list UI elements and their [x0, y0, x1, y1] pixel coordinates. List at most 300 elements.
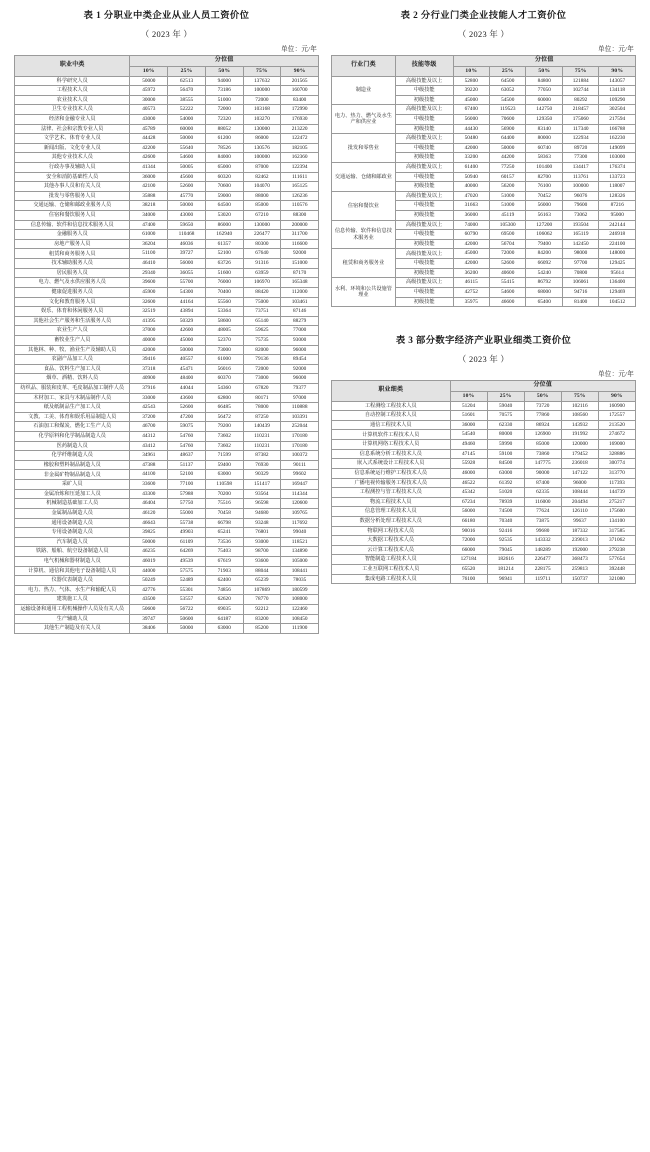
cell-value: 59100: [487, 449, 524, 459]
cell-value: 100000: [243, 86, 281, 96]
cell-value: 61392: [487, 478, 524, 488]
row-label: 计算机软件工程技术人员: [332, 430, 451, 440]
table-row: [332, 526, 636, 536]
cell-value: 165119: [562, 230, 598, 240]
cell-value: 100372: [281, 451, 319, 461]
table-row: [15, 259, 319, 269]
cell-value: 99602: [281, 470, 319, 480]
skill-level-label: 高级技能及以上: [395, 191, 453, 201]
cell-value: 148289: [524, 545, 561, 555]
table-row: [15, 335, 319, 345]
row-label: 法律、社会和宗教专业人员: [15, 124, 130, 134]
cell-value: 84000: [205, 153, 243, 163]
cell-value: 45000: [453, 95, 489, 105]
cell-value: 182616: [487, 555, 524, 565]
row-label: 食品、饮料生产加工人员: [15, 364, 130, 374]
cell-value: 56000: [450, 507, 487, 517]
cell-value: 36200: [453, 268, 489, 278]
cell-value: 88052: [205, 124, 243, 134]
skill-level-label: 中级技能: [395, 201, 453, 211]
cell-value: 64269: [168, 547, 206, 557]
cell-value: 108000: [281, 595, 319, 605]
table-row: [15, 364, 319, 374]
cell-value: 317585: [598, 526, 635, 536]
row-label: 工程测控与管工程技术人员: [332, 488, 451, 498]
cell-value: 311700: [281, 230, 319, 240]
cell-value: 52489: [168, 576, 206, 586]
cell-value: 165125: [281, 182, 319, 192]
cell-value: 328886: [598, 449, 635, 459]
cell-value: 49539: [168, 556, 206, 566]
row-label: 金属制品制造人员: [15, 508, 130, 518]
cell-value: 88044: [243, 566, 281, 576]
cell-value: 87170: [281, 268, 319, 278]
table-row: [332, 220, 636, 230]
row-label: 金属冶炼和压延加工人员: [15, 489, 130, 499]
row-label: 数据分析处理工程技术人员: [332, 516, 451, 526]
table-row: [15, 287, 319, 297]
cell-value: 48637: [168, 451, 206, 461]
cell-value: 99040: [281, 528, 319, 538]
cell-value: 63000: [205, 470, 243, 480]
table3-year: （ 2023 年 ）: [457, 355, 510, 365]
row-label: 文教、工美、体育和娱乐用品制造人员: [15, 412, 130, 422]
cell-value: 279238: [598, 545, 635, 555]
table2-col-p10: 10%: [453, 66, 489, 76]
cell-value: 77100: [168, 480, 206, 490]
cell-value: 40600: [490, 268, 526, 278]
cell-value: 162940: [205, 230, 243, 240]
cell-value: 54300: [168, 287, 206, 297]
cell-value: 71599: [205, 451, 243, 461]
cell-value: 47020: [453, 191, 489, 201]
industry-label: 批发和零售业: [332, 134, 396, 163]
cell-value: 121884: [562, 76, 598, 86]
cell-value: 60740: [526, 143, 562, 153]
cell-value: 88420: [243, 287, 281, 297]
cell-value: 36055: [168, 268, 206, 278]
table-row: [15, 614, 319, 624]
cell-value: 85200: [243, 624, 281, 634]
cell-value: 69500: [490, 230, 526, 240]
cell-value: 50329: [168, 316, 206, 326]
cell-value: 63052: [490, 86, 526, 96]
cell-value: 73536: [205, 537, 243, 547]
cell-value: 42543: [130, 403, 168, 413]
table-row: [332, 574, 636, 584]
cell-value: 73875: [524, 516, 561, 526]
cell-value: 46019: [130, 556, 168, 566]
cell-value: 34000: [130, 211, 168, 221]
row-label: 专用设备制造人员: [15, 528, 130, 538]
cell-value: 54000: [168, 114, 206, 124]
row-label: 智能制造工程技术人员: [332, 555, 451, 565]
cell-value: 73186: [205, 86, 243, 96]
cell-value: 33600: [130, 480, 168, 490]
row-label: 文化和教育服务人员: [15, 297, 130, 307]
cell-value: 111900: [281, 624, 319, 634]
cell-value: 90111: [281, 460, 319, 470]
cell-value: 122460: [281, 605, 319, 615]
row-label: 信息传输、软件和信息技术服务人员: [15, 220, 130, 230]
table-row: [15, 605, 319, 615]
cell-value: 275217: [598, 497, 635, 507]
cell-value: 180599: [281, 585, 319, 595]
cell-value: 38555: [168, 95, 206, 105]
cell-value: 117340: [562, 124, 598, 134]
cell-value: 60000: [168, 124, 206, 134]
table-row: [332, 411, 636, 421]
cell-value: 302504: [599, 105, 636, 115]
cell-value: 104512: [599, 297, 636, 307]
cell-value: 37916: [130, 384, 168, 394]
cell-value: 56000: [526, 201, 562, 211]
cell-value: 52600: [168, 182, 206, 192]
cell-value: 53020: [205, 211, 243, 221]
cell-value: 175600: [598, 507, 635, 517]
cell-value: 69035: [205, 605, 243, 615]
row-label: 烟草、酒精、饮料人员: [15, 374, 130, 384]
cell-value: 46600: [490, 297, 526, 307]
cell-value: 126236: [281, 191, 319, 201]
table1: [14, 55, 319, 634]
cell-value: 50480: [453, 134, 489, 144]
cell-value: 70452: [526, 191, 562, 201]
cell-value: 50600: [130, 605, 168, 615]
cell-value: 56163: [526, 211, 562, 221]
row-label: 物联网工程技术人员: [332, 526, 451, 536]
table3-col-p10: 10%: [450, 391, 487, 401]
cell-value: 52600: [490, 259, 526, 269]
industry-label: 信息传输、软件和信息技术服务业: [332, 220, 396, 249]
cell-value: 44044: [168, 384, 206, 394]
table2-col-p90: 90%: [599, 66, 636, 76]
table-row: [15, 355, 319, 365]
cell-value: 85000: [243, 201, 281, 211]
row-label: 物流工程技术人员: [332, 497, 451, 507]
cell-value: 47200: [168, 412, 206, 422]
table1-head: [15, 56, 319, 76]
cell-value: 79045: [487, 545, 524, 555]
skill-level-label: 中级技能: [395, 287, 453, 297]
cell-value: 120600: [281, 499, 319, 509]
table-row: [332, 497, 636, 507]
cell-value: 39416: [130, 355, 168, 365]
row-label: 电气机械和器材制造人员: [15, 556, 130, 566]
cell-value: 80300: [243, 239, 281, 249]
cell-value: 130000: [243, 220, 281, 230]
cell-value: 176930: [281, 114, 319, 124]
row-label: 文学艺术、体育专业人员: [15, 134, 130, 144]
row-label: 电力、燃气及水供应服务人员: [15, 278, 130, 288]
table-row: [332, 420, 636, 430]
cell-value: 151417: [243, 480, 281, 490]
cell-value: 111611: [281, 172, 319, 182]
cell-value: 32519: [130, 307, 168, 317]
cell-value: 169447: [281, 480, 319, 490]
cell-value: 34961: [130, 451, 168, 461]
row-label: 其他专业技术人员: [15, 153, 130, 163]
cell-value: 129350: [526, 114, 562, 124]
row-label: 技术辅助服务人员: [15, 259, 130, 269]
cell-value: 52370: [205, 335, 243, 345]
cell-value: 140439: [243, 422, 281, 432]
cell-value: 67820: [243, 384, 281, 394]
cell-value: 93000: [243, 537, 281, 547]
table2: [331, 55, 636, 307]
cell-value: 181214: [487, 564, 524, 574]
industry-label: 制造业: [332, 76, 396, 105]
cell-value: 133723: [599, 172, 636, 182]
table-row: [15, 432, 319, 442]
skill-level-label: 高级技能及以上: [395, 134, 453, 144]
cell-value: 67640: [243, 249, 281, 259]
cell-value: 93600: [243, 556, 281, 566]
skill-level-label: 中级技能: [395, 86, 453, 96]
cell-value: 300774: [598, 459, 635, 469]
cell-value: 109290: [599, 95, 636, 105]
cell-value: 43600: [168, 393, 206, 403]
table-row: [15, 134, 319, 144]
row-label: 畜牧业生产人员: [15, 335, 130, 345]
row-label: 健康促进服务人员: [15, 287, 130, 297]
cell-value: 71903: [205, 566, 243, 576]
cell-value: 44430: [453, 124, 489, 134]
cell-value: 117692: [281, 518, 319, 528]
cell-value: 37318: [130, 364, 168, 374]
cell-value: 92212: [243, 605, 281, 615]
cell-value: 56470: [168, 86, 206, 96]
cell-value: 77300: [562, 153, 598, 163]
cell-value: 55928: [450, 459, 487, 469]
table-row: [332, 440, 636, 450]
row-label: 住宿和餐饮服务人员: [15, 211, 130, 221]
table-row: [15, 547, 319, 557]
cell-value: 63000: [487, 468, 524, 478]
cell-value: 72000: [243, 95, 281, 105]
cell-value: 96000: [281, 374, 319, 384]
cell-value: 217594: [599, 114, 636, 124]
cell-value: 93000: [281, 335, 319, 345]
cell-value: 80000: [526, 134, 562, 144]
row-label: 纺织品、服装和皮革、毛皮制品加工制作人员: [15, 384, 130, 394]
cell-value: 118521: [281, 537, 319, 547]
cell-value: 79400: [526, 239, 562, 249]
cell-value: 51600: [205, 268, 243, 278]
cell-value: 44000: [130, 566, 168, 576]
cell-value: 50000: [130, 537, 168, 547]
table2-body: [332, 76, 636, 307]
cell-value: 45900: [130, 287, 168, 297]
cell-value: 274672: [598, 430, 635, 440]
table3: [331, 380, 636, 584]
table3-col-occupation: 职业细类: [332, 381, 451, 401]
cell-value: 242144: [599, 220, 636, 230]
cell-value: 56000: [453, 114, 489, 124]
cell-value: 110231: [243, 441, 281, 451]
cell-value: 63959: [243, 268, 281, 278]
table3-col-p90: 90%: [598, 391, 635, 401]
cell-value: 43000: [130, 114, 168, 124]
cell-value: 176374: [599, 162, 636, 172]
cell-value: 39727: [168, 249, 206, 259]
cell-value: 89720: [562, 143, 598, 153]
cell-value: 88300: [281, 211, 319, 221]
cell-value: 62800: [205, 393, 243, 403]
row-label: 自动控制工程技术人员: [332, 411, 451, 421]
cell-value: 45000: [168, 335, 206, 345]
cell-value: 92416: [487, 526, 524, 536]
table-row: [15, 345, 319, 355]
skill-level-label: 初级技能: [395, 297, 453, 307]
cell-value: 130000: [243, 124, 281, 134]
cell-value: 33200: [453, 153, 489, 163]
cell-value: 43000: [168, 211, 206, 221]
table-row: [332, 162, 636, 172]
table3-header-row-1: [332, 381, 636, 392]
cell-value: 50249: [130, 576, 168, 586]
industry-label: 水利、环境和公共设施管理业: [332, 278, 396, 307]
table1-year: （ 2023 年 ）: [140, 30, 193, 40]
cell-value: 58600: [205, 316, 243, 326]
cell-value: 160900: [598, 401, 635, 411]
cell-value: 79200: [205, 422, 243, 432]
cell-value: 63000: [205, 624, 243, 634]
cell-value: 42776: [130, 585, 168, 595]
skill-level-label: 高级技能及以上: [395, 249, 453, 259]
cell-value: 93248: [243, 518, 281, 528]
left-column: [8, 6, 325, 1152]
table-row: [15, 595, 319, 605]
cell-value: 88279: [281, 316, 319, 326]
cell-value: 45119: [490, 211, 526, 221]
table-row: [332, 401, 636, 411]
cell-value: 70458: [205, 508, 243, 518]
cell-value: 191992: [561, 430, 598, 440]
skill-level-label: 初级技能: [395, 182, 453, 192]
cell-value: 92535: [487, 536, 524, 546]
cell-value: 75516: [205, 499, 243, 509]
cell-value: 43894: [168, 307, 206, 317]
cell-value: 61357: [205, 239, 243, 249]
table-row: [15, 374, 319, 384]
cell-value: 72000: [243, 364, 281, 374]
cell-value: 50000: [168, 345, 206, 355]
row-label: 工程技术人员: [15, 86, 130, 96]
cell-value: 74500: [487, 507, 524, 517]
row-label: 农业技术人员: [15, 95, 130, 105]
cell-value: 100000: [562, 182, 598, 192]
table2-col-skill: 技能等级: [395, 56, 453, 76]
table2-col-p50: 50%: [526, 66, 562, 76]
cell-value: 246918: [599, 230, 636, 240]
cell-value: 73000: [205, 345, 243, 355]
skill-level-label: 高级技能及以上: [395, 162, 453, 172]
cell-value: 193504: [562, 220, 598, 230]
cell-value: 51000: [490, 191, 526, 201]
skill-level-label: 高级技能及以上: [395, 220, 453, 230]
cell-value: 75735: [243, 335, 281, 345]
table-row: [15, 230, 319, 240]
row-label: 木材加工、家具与木制品制作人员: [15, 393, 130, 403]
cell-value: 72000: [450, 536, 487, 546]
cell-value: 83400: [281, 95, 319, 105]
cell-value: 42000: [130, 345, 168, 355]
cell-value: 57988: [168, 489, 206, 499]
table1-col-p25: 25%: [168, 66, 206, 76]
skill-level-label: 高级技能及以上: [395, 76, 453, 86]
skill-level-label: 中级技能: [395, 172, 453, 182]
table-row: [15, 403, 319, 413]
table2-header-row-1: [332, 56, 636, 67]
table1-col-occupation: 职业中类: [15, 56, 130, 76]
cell-value: 70200: [205, 489, 243, 499]
cell-value: 112000: [281, 287, 319, 297]
table-row: [332, 488, 636, 498]
cell-value: 126110: [561, 507, 598, 517]
table-row: [15, 528, 319, 538]
cell-value: 50005: [168, 162, 206, 172]
cell-value: 50000: [168, 624, 206, 634]
row-label: 化学纤维制造人员: [15, 451, 130, 461]
cell-value: 104070: [243, 182, 281, 192]
cell-value: 226477: [524, 555, 561, 565]
cell-value: 76100: [450, 574, 487, 584]
table-row: [15, 114, 319, 124]
cell-value: 83140: [526, 124, 562, 134]
table-row: [15, 441, 319, 451]
cell-value: 236018: [561, 459, 598, 469]
cell-value: 87250: [243, 412, 281, 422]
cell-value: 108450: [281, 614, 319, 624]
cell-value: 89454: [281, 355, 319, 365]
cell-value: 127200: [526, 220, 562, 230]
row-label: 嵌入式系统设计工程技术人员: [332, 459, 451, 469]
cell-value: 46235: [130, 547, 168, 557]
cell-value: 127184: [450, 555, 487, 565]
cell-value: 56472: [205, 412, 243, 422]
cell-value: 252044: [281, 422, 319, 432]
table-row: [332, 449, 636, 459]
row-label: 农副产品加工人员: [15, 355, 130, 365]
skill-level-label: 初级技能: [395, 211, 453, 221]
cell-value: 73000: [243, 374, 281, 384]
cell-value: 30000: [130, 95, 168, 105]
row-label: 广播电视传输服务工程技术人员: [332, 478, 451, 488]
skill-level-label: 高级技能及以上: [395, 278, 453, 288]
cell-value: 91316: [243, 259, 281, 269]
table3-col-percentile-group: 分位值: [450, 381, 635, 392]
cell-value: 108444: [561, 488, 598, 498]
cell-value: 126900: [524, 430, 561, 440]
cell-value: 56200: [490, 182, 526, 192]
cell-value: 60790: [453, 230, 489, 240]
cell-value: 50000: [490, 143, 526, 153]
cell-value: 42200: [130, 143, 168, 153]
cell-value: 73602: [205, 441, 243, 451]
cell-value: 80171: [243, 393, 281, 403]
cell-value: 114344: [281, 489, 319, 499]
cell-value: 56016: [205, 364, 243, 374]
table-row: [332, 536, 636, 546]
cell-value: 46643: [130, 518, 168, 528]
table-row: [332, 468, 636, 478]
table-row: [15, 211, 319, 221]
cell-value: 42600: [168, 326, 206, 336]
cell-value: 143057: [599, 76, 636, 86]
table3-col-p75: 75%: [561, 391, 598, 401]
cell-value: 134417: [562, 162, 598, 172]
